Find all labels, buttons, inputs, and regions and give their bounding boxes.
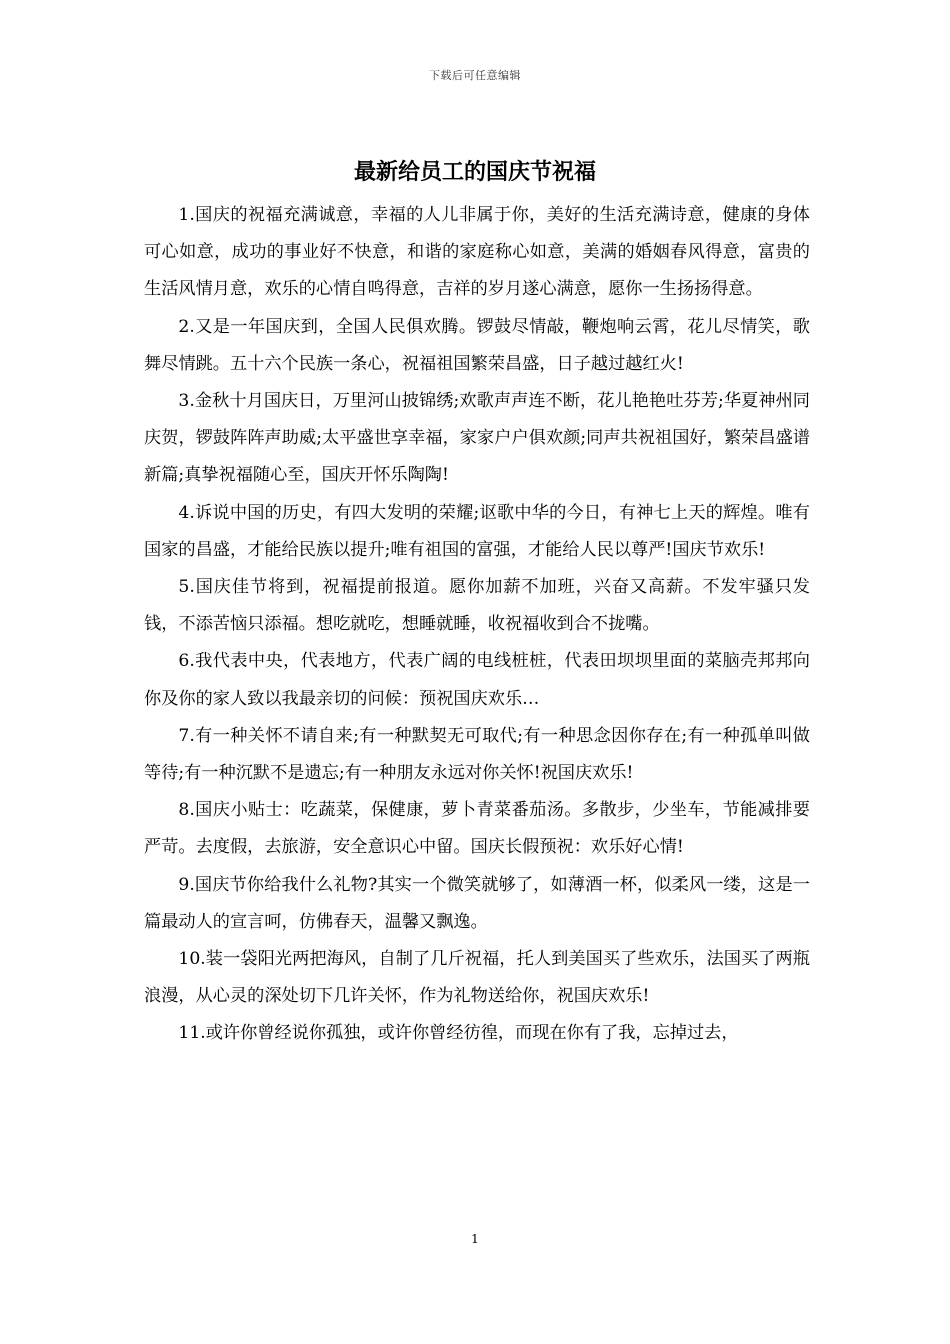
paragraph-2: 2.又是一年国庆到，全国人民俱欢腾。锣鼓尽情敲，鞭炮响云霄，花儿尽情笑，歌舞尽情跳。五十六个民族一条心，祝福祖国繁荣昌盛，日子越过越红火!: [144, 316, 810, 374]
header-note: 下载后可任意编辑: [429, 69, 521, 82]
page-number: 1: [471, 1232, 479, 1246]
paragraph-5: 5.国庆佳节将到，祝福提前报道。愿你加薪不加班，兴奋又高薪。不发牢骚只发钱，不添苦恼只添福。想吃就吃，想睡就睡，收祝福收到合不拢嘴。: [144, 577, 810, 635]
document-title: 最新给员工的国庆节祝福: [353, 160, 596, 185]
paragraph-6: 6.我代表中央，代表地方，代表广阔的电线桩桩，代表田坝坝里面的菜脑壳邦邦向你及你的家人致以我最亲切的问候：预祝国庆欢乐…: [144, 651, 810, 709]
paragraph-7: 7.有一种关怀不请自来;有一种默契无可取代;有一种思念因你存在;有一种孤单叫做等待;有一种沉默不是遗忘;有一种朋友永远对你关怀!祝国庆欢乐!: [144, 725, 810, 784]
paragraph-3: 3.金秋十月国庆日，万里河山披锦绣;欢歌声声连不断，花儿艳艳吐芬芳;华夏神州同庆贺，锣鼓阵阵声助威;太平盛世享幸福，家家户户俱欢颜;同声共祝祖国好，繁荣昌盛谱新篇;真挚祝福随心至，国庆开怀乐陶陶!: [144, 391, 810, 486]
paragraph-8: 8.国庆小贴士：吃蔬菜，保健康，萝卜青菜番茄汤。多散步，少坐车，节能减排要严苛。去度假，去旅游，安全意识心中留。国庆长假预祝：欢乐好心情!: [144, 800, 810, 858]
paragraph-10: 10.装一袋阳光两把海风，自制了几斤祝福，托人到美国买了些欢乐，法国买了两瓶浪漫，从心灵的深处切下几许关怀，作为礼物送给你，祝国庆欢乐!: [144, 949, 810, 1007]
paragraph-11: 11.或许你曾经说你孤独，或许你曾经彷徨，而现在你有了我，忘掉过去，: [178, 1023, 739, 1044]
paragraph-9: 9.国庆节你给我什么礼物?其实一个微笑就够了，如薄酒一杯，似柔风一缕，这是一篇最动人的宣言呵，仿佛春天，温馨又飘逸。: [144, 874, 810, 932]
paragraph-4: 4.诉说中国的历史，有四大发明的荣耀;讴歌中华的今日，有神七上天的辉煌。唯有国家的昌盛，才能给民族以提升;唯有祖国的富强，才能给人民以尊严!国庆节欢乐!: [144, 502, 810, 560]
paragraph-1: 1.国庆的祝福充满诚意，幸福的人儿非属于你，美好的生活充满诗意，健康的身体可心如意，成功的事业好不快意，和谐的家庭称心如意，美满的婚姻春风得意，富贵的生活风情月意，欢乐的心情自鸣得意，吉祥的岁月遂心满意，愿你一生扬扬得意。: [144, 205, 810, 300]
document-body: [144, 197, 810, 1053]
